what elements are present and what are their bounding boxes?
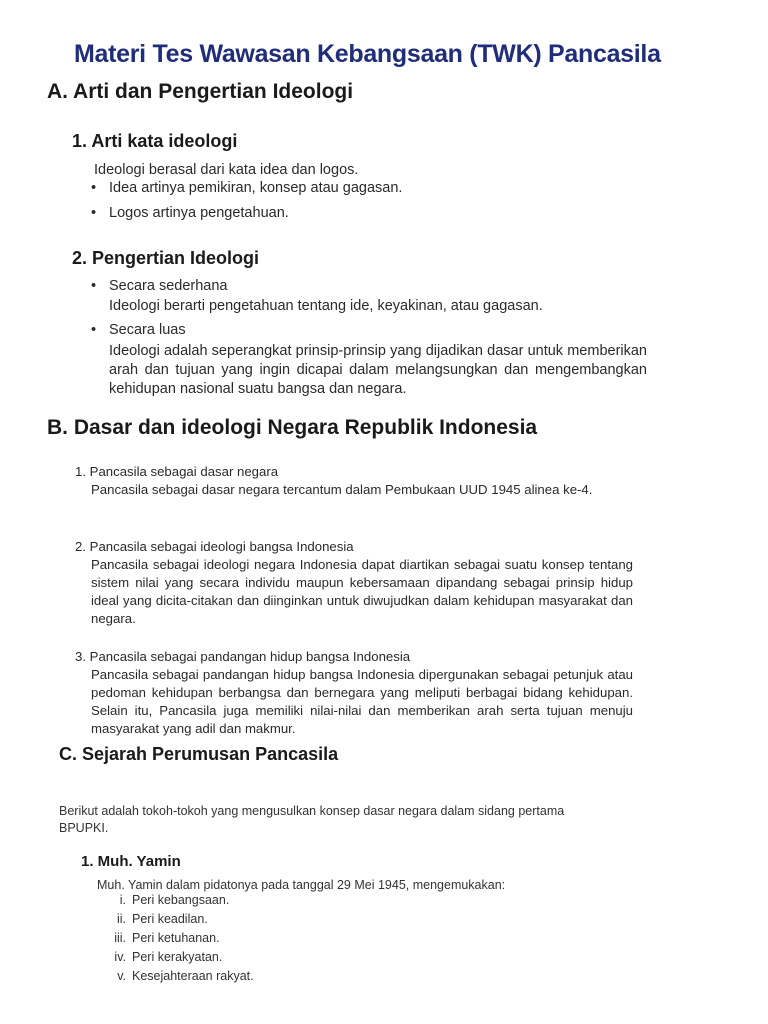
section-b-item-3-label: 3. Pancasila sebagai pandangan hidup bangsa Indonesia — [75, 649, 411, 664]
bullet-icon: • — [91, 322, 97, 338]
section-a-sub2-heading: 2. Pengertian Ideologi — [72, 248, 260, 268]
bullet-icon: • — [91, 180, 97, 196]
list-item-text: Peri keadilan. — [132, 912, 208, 926]
list-item-number: v. — [117, 969, 126, 983]
list-item-text: Ideologi berarti pengetahuan tentang ide, keyakinan, atau gagasan. — [109, 298, 543, 314]
section-b-item-1-text: Pancasila sebagai dasar negara tercantum dalam Pembukaan UUD 1945 alinea ke-4. — [91, 482, 593, 497]
list-item — [91, 204, 289, 223]
section-b-item-1-label: 1. Pancasila sebagai dasar negara — [75, 464, 279, 479]
roman-list — [96, 891, 254, 986]
list-item-text: Peri kebangsaan. — [132, 893, 230, 907]
list-item-label: Secara luas — [109, 322, 186, 338]
list-item — [96, 910, 254, 929]
list-item — [96, 967, 254, 986]
list-item — [96, 891, 254, 910]
list-item-text: Peri ketuhanan. — [132, 931, 220, 945]
list-item-text: Ideologi adalah seperangkat prinsip-prinsip yang dijadikan dasar untuk memberikan arah dan tujuan yang ingin dicapai dalam melangsungkan dan mengembangkan kehidupan nasional suatu bangsa dan negara. — [109, 343, 647, 397]
list-item — [96, 948, 254, 967]
section-b-item-3-text: Pancasila sebagai pandangan hidup bangsa Indonesia dipergunakan sebagai petunjuk atau pedoman kehidupan berbangsa dan bernegara yang meliputi berbagai bidang kehidupan. Selain itu, Pancasila juga memiliki nilai-nilai dan memberikan arah serta tujuan menuju masyarakat yang adil dan makmur. — [91, 667, 633, 736]
bullet-icon: • — [91, 205, 97, 221]
section-b-heading: B. Dasar dan ideologi Negara Republik Indonesia — [47, 416, 538, 439]
page-title: Materi Tes Wawasan Kebangsaan (TWK) Pancasila — [74, 40, 661, 68]
list-item — [96, 929, 254, 948]
list-item-number: iii. — [114, 931, 126, 945]
section-a-sub1-intro: Ideologi berasal dari kata idea dan logos. — [94, 162, 359, 178]
list-item-number: i. — [119, 893, 126, 907]
list-item-text: Idea artinya pemikiran, konsep atau gagasan. — [109, 180, 403, 196]
list-item-text: Logos artinya pengetahuan. — [109, 205, 289, 221]
section-c-intro: Berikut adalah tokoh-tokoh yang mengusulkan konsep dasar negara dalam sidang pertama BPUPKI. — [59, 804, 565, 835]
list-item — [91, 179, 403, 198]
section-b-item-2-text: Pancasila sebagai ideologi negara Indonesia dapat diartikan sebagai suatu konsep tentang sistem nilai yang secara individu maupun kebersamaan dipandang sebagai prinsip hidup ideal yang dicita-citakan dan diinginkan untuk diwujudkan dalam kehidupan masyarakat dan negara. — [91, 557, 633, 626]
section-b-item-2-label: 2. Pancasila sebagai ideologi bangsa Indonesia — [75, 539, 354, 554]
list-item-number: iv. — [114, 950, 126, 964]
section-c-sub1-intro: Muh. Yamin dalam pidatonya pada tanggal 29 Mei 1945, mengemukakan: — [97, 878, 506, 892]
list-item — [91, 277, 228, 296]
section-a-heading: A. Arti dan Pengertian Ideologi — [47, 80, 354, 103]
list-item-label: Secara sederhana — [109, 278, 228, 294]
list-item-text: Peri kerakyatan. — [132, 950, 223, 964]
list-item-number: ii. — [116, 912, 126, 926]
section-c-sub1-heading: 1. Muh. Yamin — [81, 853, 181, 870]
list-item-text: Kesejahteraan rakyat. — [132, 969, 254, 983]
section-a-sub1-heading: 1. Arti kata ideologi — [72, 131, 238, 151]
section-c-heading: C. Sejarah Perumusan Pancasila — [59, 744, 339, 764]
bullet-icon: • — [91, 278, 97, 294]
list-item — [91, 321, 186, 340]
